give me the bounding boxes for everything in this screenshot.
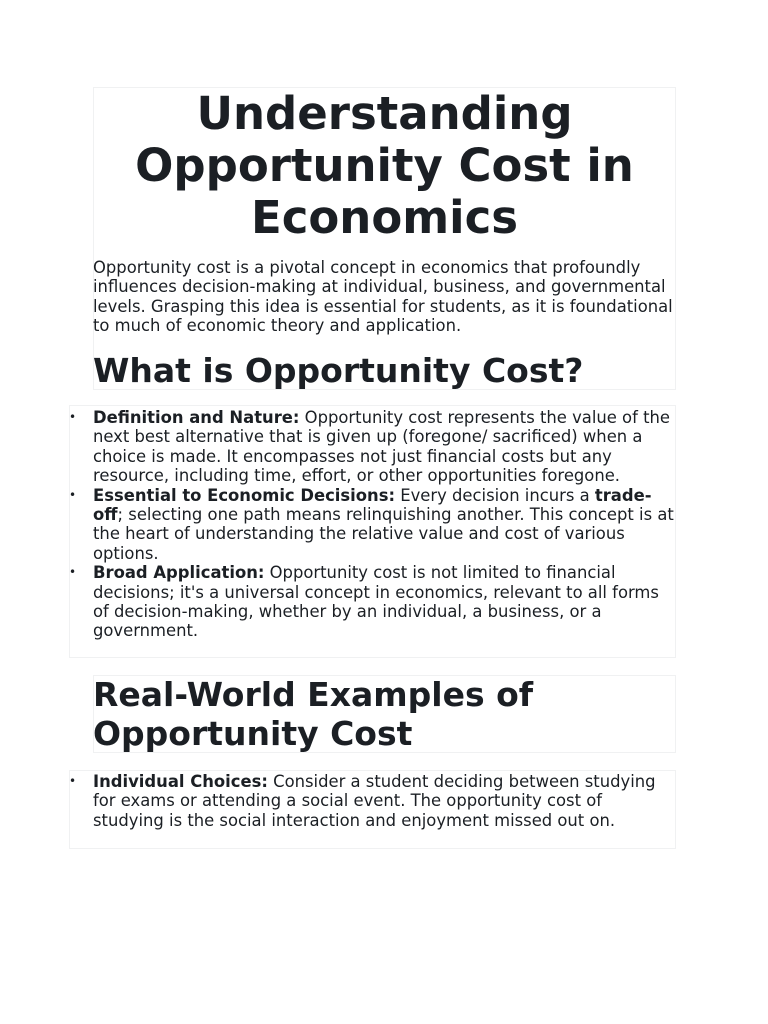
section1-heading: What is Opportunity Cost? <box>93 351 584 390</box>
section1-list <box>69 408 678 641</box>
list-item <box>69 408 678 486</box>
item-text: Every decision incurs a <box>395 485 595 505</box>
item-text: Opportunity cost is not limited to financial decisions; it's a universal concept in economics, relevant to all forms of decision-making, whether by an individual, a business, or a government. <box>93 563 659 641</box>
list-item <box>69 563 678 641</box>
bullet-icon: • <box>69 487 77 502</box>
item-text: Consider a student deciding between studying for exams or attending a social event. The opportunity cost of studying is the social interaction and enjoyment missed out on. <box>93 772 656 830</box>
bullet-icon: • <box>69 774 77 788</box>
bullet-icon: • <box>69 565 77 580</box>
item-text: ; selecting one path means relinquishing another. This concept is at the heart of understanding the relative value and cost of various options. <box>93 505 674 563</box>
item-lead: Definition and Nature: <box>93 408 300 427</box>
section2-list <box>69 772 678 830</box>
item-text: Opportunity cost represents the value of the next best alternative that is given up (foregone/ sacrificed) when a choice is made. It encompasses not just financial costs but any resource, including time, effort, or other opportunities foregone. <box>93 408 670 486</box>
bullet-icon: • <box>69 410 77 424</box>
document-title: Understanding Opportunity Cost in Economics <box>135 87 634 244</box>
item-lead: Broad Application: <box>93 563 265 583</box>
item-lead: Individual Choices: <box>93 772 268 791</box>
item-emphasis: trade-off <box>93 485 652 525</box>
section2-heading: Real-World Examples of Opportunity Cost <box>93 675 534 753</box>
list-item <box>69 772 678 830</box>
intro-paragraph: Opportunity cost is a pivotal concept in economics that profoundly influences decision-making at individual, business, and governmental levels. Grasping this idea is essential for students, as it is foundational to much of economic theory and application. <box>93 258 673 336</box>
list-item <box>69 485 678 564</box>
item-lead: Essential to Economic Decisions: <box>93 485 396 505</box>
